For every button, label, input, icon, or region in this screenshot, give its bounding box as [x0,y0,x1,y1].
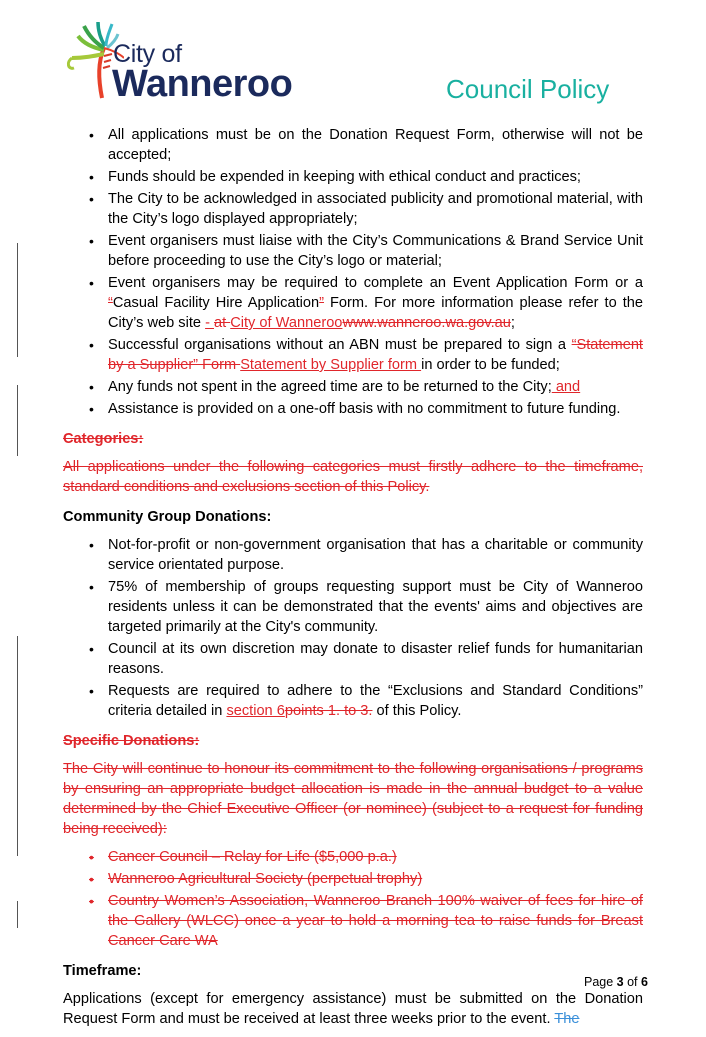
text: Any funds not spent in the agreed time are to be returned to the City; [108,379,552,395]
current-page: 3 [616,975,624,989]
list-item: • Assistance is provided on a one-off basis with no commitment to future funding. [63,399,643,419]
community-group-heading: Community Group Donations: [63,509,272,525]
of-label: of [623,975,641,989]
logo-text-city-of: City of [113,40,182,68]
inserted-text: Statement by Supplier form [240,357,422,373]
list-item: • Wanneroo Agricultural Society (perpetual trophy) [63,869,643,889]
change-bar [17,901,18,928]
document-title: Council Policy [446,74,610,104]
text: Applications (except for emergency assistance) must be submitted on the Donation Request Form and must be received at least three weeks prior to the event. [63,991,643,1027]
deleted-url: www.wanneroo.wa.gov.au [342,315,511,331]
timeframe-heading: Timeframe: [63,963,142,979]
section-reference-link[interactable]: section 6 [226,703,285,719]
list-item [63,681,643,721]
text: in order to be funded; [421,357,560,373]
list-item: • Not-for-profit or non-government organisation that has a charitable or community service orientated purpose. [63,535,643,575]
deleted-text: “Statement by a Supplier” Form [108,337,643,373]
deleted-text: at [213,315,231,331]
text: Form. For more information please refer to the City’s web site [108,295,644,331]
list-item: • All applications must be on the Donation Request Form, otherwise will not be accepted; [63,125,643,165]
list-item: • Cancer Council – Relay for Life ($5,000 p.a.) [63,847,643,867]
list-item: • Council at its own discretion may donate to disaster relief funds for humanitarian reasons. [63,639,643,679]
deleted-text: “ [108,295,113,311]
list-item: • Event organisers must liaise with the City’s Communications & Brand Service Unit before proceeding to use the City’s logo or material; [63,231,643,271]
categories-heading: Categories: [63,431,144,447]
inserted-text: - [205,315,214,331]
list-item [63,273,643,333]
change-bar [17,243,18,357]
deleted-text: points 1. to 3. [284,703,373,719]
page-label: Page [584,975,617,989]
list-item: • The City to be acknowledged in associated publicity and promotional material, with the City’s logo displayed appropriately; [63,189,643,229]
specific-donations-text: The City will continue to honour its commitment to the following organisations / programs by ensuring an appropriate budget allocation is made in the annual budget to a value determined by the Chief Executive Officer (or nominee) (subject to a request for funding being received): [63,761,643,837]
text: ; [510,315,515,331]
page-number [584,975,648,989]
change-bar [17,636,18,856]
document-body [63,125,643,1037]
list-item [63,377,643,397]
total-pages: 6 [641,975,648,989]
city-website-link[interactable]: City of Wanneroo [230,315,343,331]
categories-text: All applications under the following categories must firstly adhere to the timeframe, standard conditions and exclusions section of this Policy. [63,459,643,495]
inserted-text: and [551,379,581,395]
specific-donations-list [63,847,643,951]
text: Casual Facility Hire Application [112,295,320,311]
text: Successful organisations without an ABN must be prepared to sign a [108,337,572,353]
logo-text-wanneroo: Wanneroo [112,63,293,105]
timeframe-text [63,989,643,1029]
text: Event organisers may be required to complete an Event Application Form or a [108,275,643,291]
list-item: • Funds should be expended in keeping with ethical conduct and practices; [63,167,643,187]
list-item: • 75% of membership of groups requesting support must be City of Wanneroo residents unless it can be demonstrated that the events' aims and objectives are targeted primarily at the City's community. [63,577,643,637]
text: Requests are required to adhere to the “Exclusions and Standard Conditions” criteria detailed in [108,683,643,719]
list-item: • Country Women’s Association, Wanneroo Branch 100% waiver of fees for hire of the Gallery (WLCC) once a year to hold a morning tea to raise funds for Breast Cancer Care WA [63,891,643,951]
text: of this Policy. [372,703,462,719]
deleted-text: ” [319,295,324,311]
community-group-list [63,535,643,721]
change-bar [17,385,18,456]
city-of-wanneroo-logo [64,18,294,105]
conditions-list [63,125,643,419]
deleted-text: The [554,1011,580,1027]
list-item [63,335,643,375]
specific-donations-heading: Specific Donations: [63,733,200,749]
